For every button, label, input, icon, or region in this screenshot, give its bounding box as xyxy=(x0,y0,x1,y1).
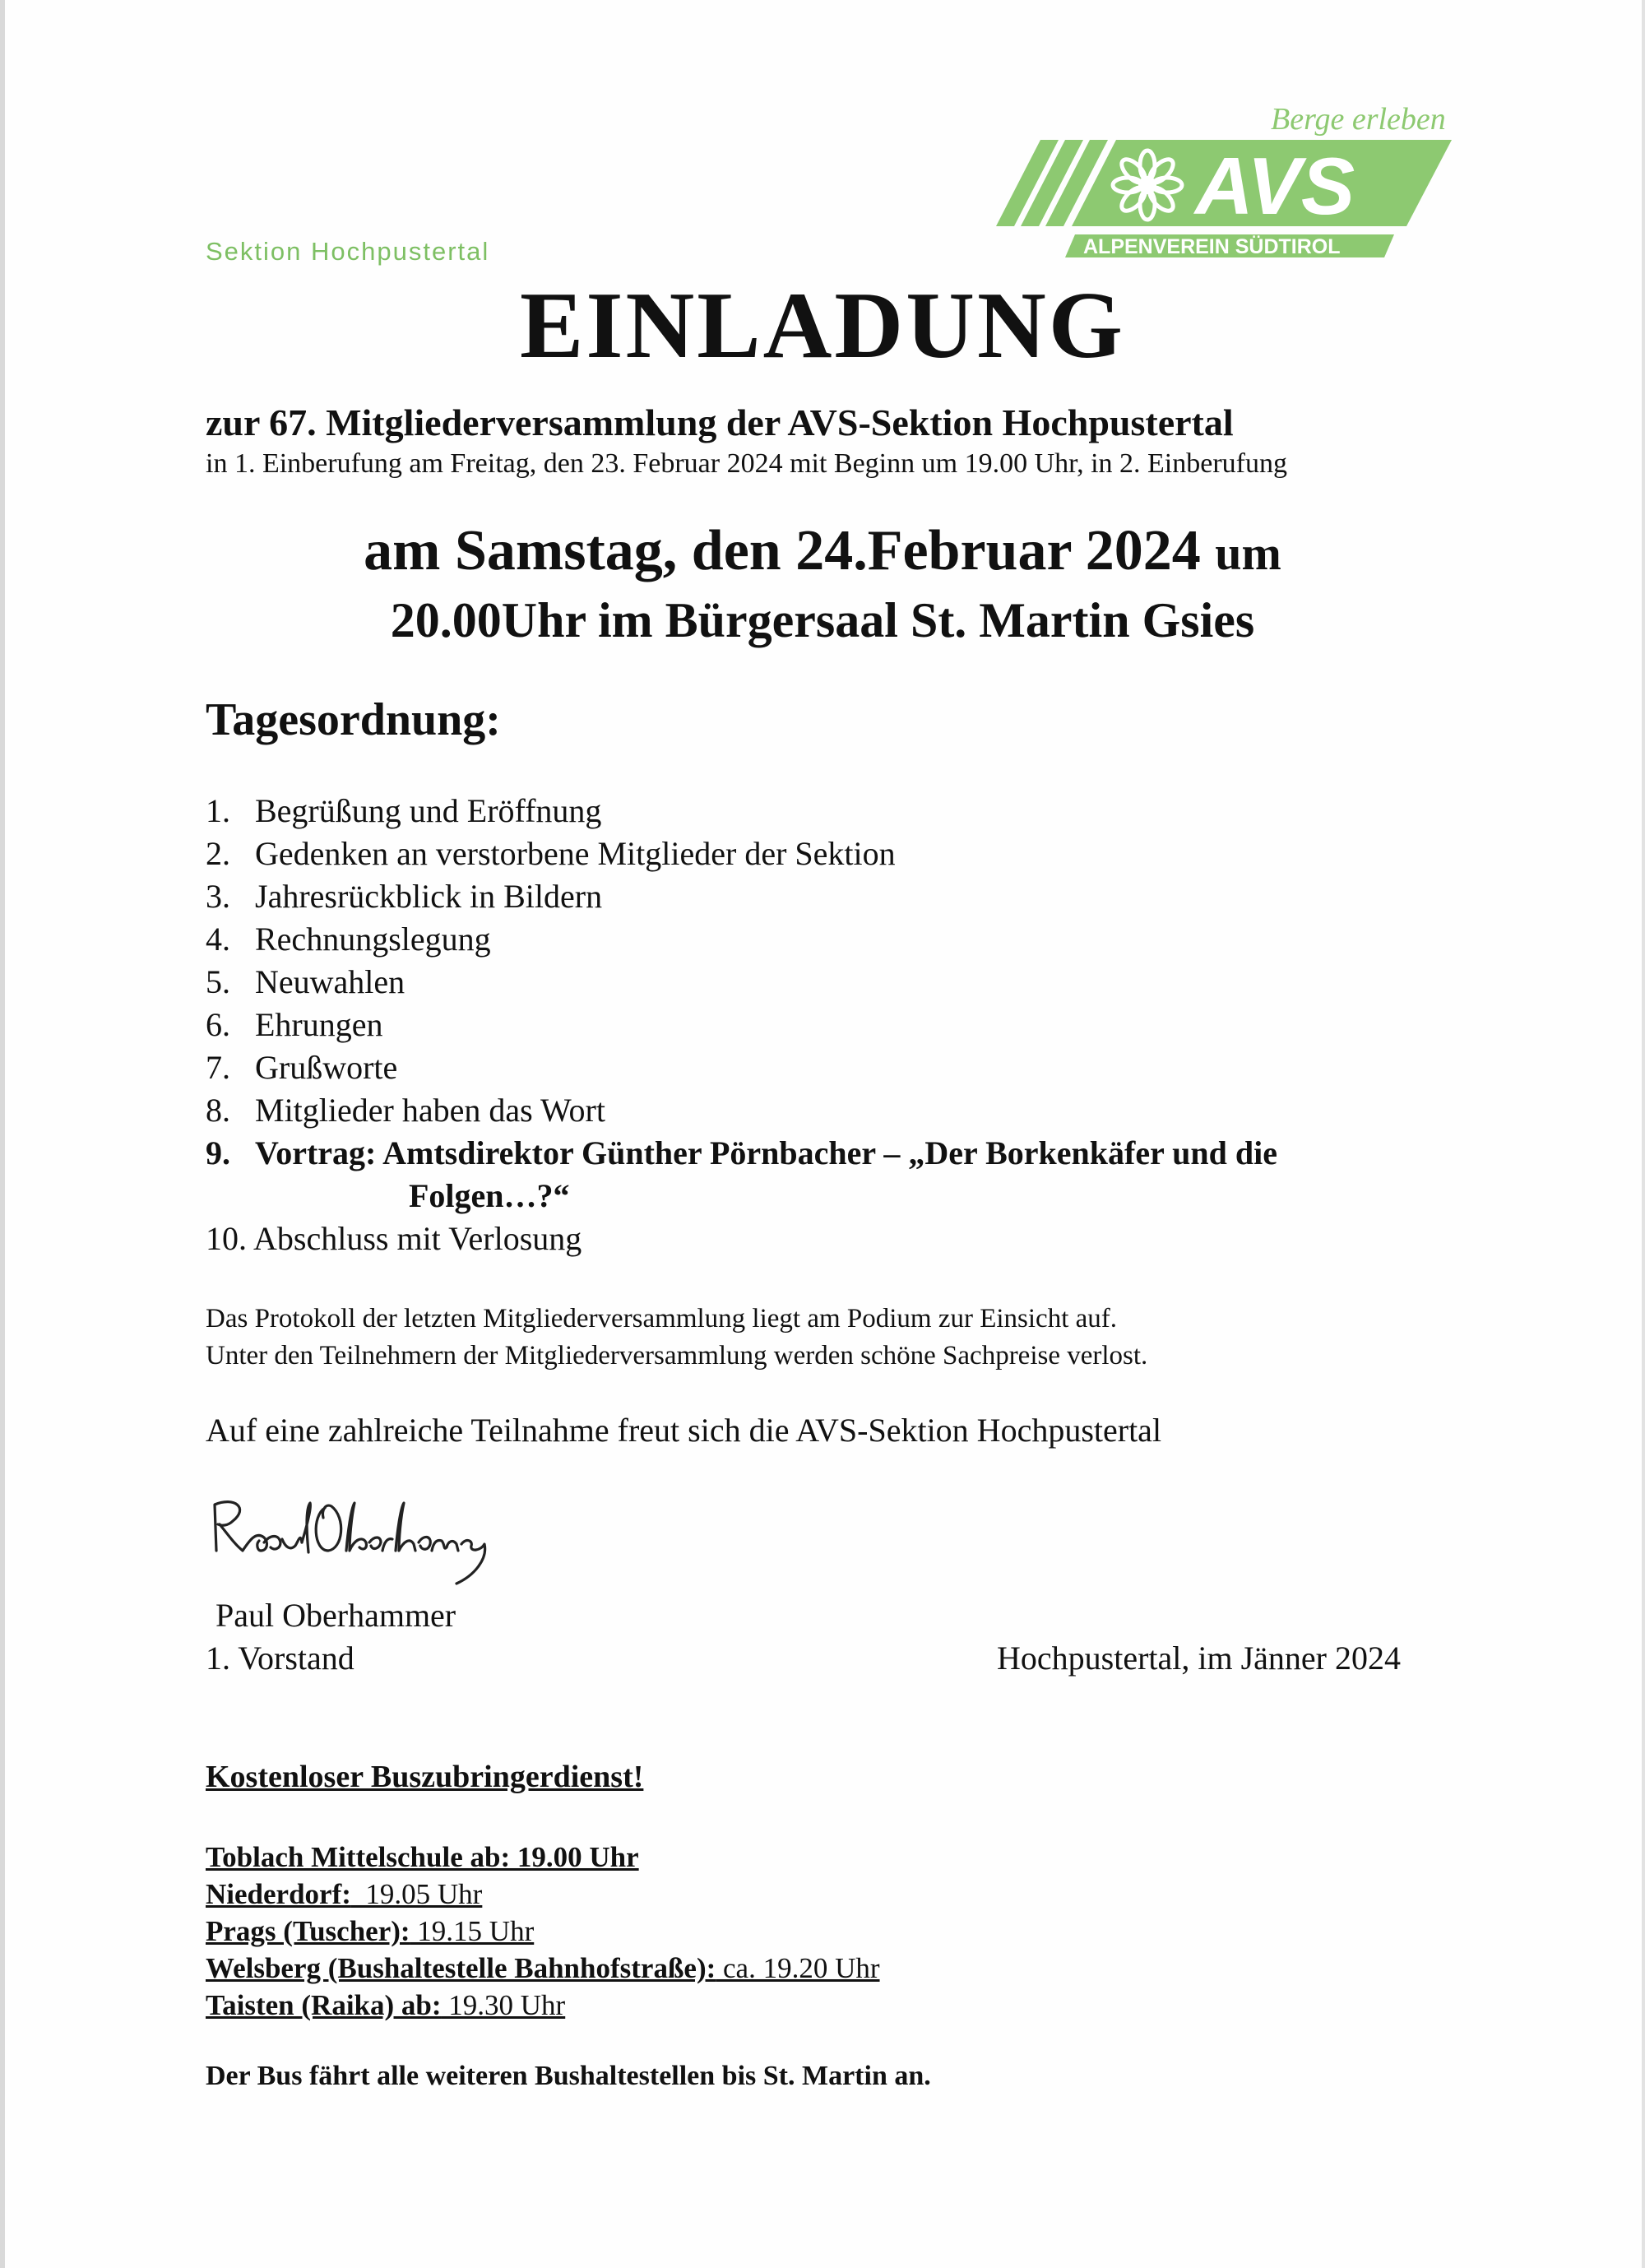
closing-text: Auf eine zahlreiche Teilnahme freut sich die AVS-Sektion Hochpustertal xyxy=(206,1412,1162,1449)
place-date: Hochpustertal, im Jänner 2024 xyxy=(997,1640,1401,1677)
protocol-note: Das Protokoll der letzten Mitgliederversammlung liegt am Podium zur Einsicht auf. xyxy=(206,1304,1118,1333)
subtitle: zur 67. Mitgliederversammlung der AVS-Sektion Hochpustertal xyxy=(206,401,1234,443)
bus-stop-taisten: Taisten (Raika) ab: 19.30 Uhr xyxy=(206,1989,566,2021)
bus-stop-prags: Prags (Tuscher): 19.15 Uhr xyxy=(206,1915,535,1947)
agenda-list xyxy=(206,790,1277,1260)
agenda-heading: Tagesordnung: xyxy=(206,694,501,745)
page-title: EINLADUNG xyxy=(520,273,1125,378)
meeting-date xyxy=(0,518,1645,584)
signer-name: Paul Oberhammer xyxy=(215,1597,456,1634)
bus-note: Der Bus fährt alle weiteren Bushaltestellen bis St. Martin an. xyxy=(206,2061,931,2091)
logo-org-name: ALPENVEREIN SÜDTIROL xyxy=(1083,235,1341,258)
agenda-item-2: 2. Gedenken an verstorbene Mitglieder der Sektion xyxy=(206,835,896,872)
bus-heading: Kostenloser Buszubringerdienst! xyxy=(206,1760,644,1794)
agenda-item-9-continuation: Folgen…?“ xyxy=(409,1177,570,1214)
agenda-item-6: 6. Ehrungen xyxy=(206,1006,383,1043)
agenda-item-8: 8. Mitglieder haben das Wort xyxy=(206,1092,605,1129)
bus-stops-list xyxy=(206,1839,880,2024)
agenda-item-4: 4. Rechnungslegung xyxy=(206,921,491,958)
agenda-item-5: 5. Neuwahlen xyxy=(206,963,405,1000)
agenda-item-1: 1. Begrüßung und Eröffnung xyxy=(206,792,602,829)
bus-stop-welsberg: Welsberg (Bushaltestelle Bahnhofstraße): ca. 19.20 Uhr xyxy=(206,1952,880,1984)
agenda-item-7: 7. Grußworte xyxy=(206,1049,398,1086)
meeting-date-suffix: um xyxy=(1215,526,1281,580)
agenda-item-9: 9. Vortrag: Amtsdirektor Günther Pörnbacher – „Der Borkenkäfer und die xyxy=(206,1134,1277,1171)
prizes-note: Unter den Teilnehmern der Mitgliederversammlung werden schöne Sachpreise verlost. xyxy=(206,1341,1148,1371)
meeting-date-main: am Samstag, den 24.Februar 2024 xyxy=(364,519,1201,582)
agenda-item-10: 10. Abschluss mit Verlosung xyxy=(206,1220,582,1257)
signer-role: 1. Vorstand xyxy=(206,1640,354,1677)
agenda-item-3: 3. Jahresrückblick in Bildern xyxy=(206,878,603,915)
section-name: Sektion Hochpustertal xyxy=(206,237,490,266)
avs-logo xyxy=(991,103,1497,271)
meeting-place: 20.00Uhr im Bürgersaal St. Martin Gsies xyxy=(390,593,1255,647)
bus-stop-niederdorf: Niederdorf: 19.05 Uhr xyxy=(206,1878,483,1910)
first-call-line: in 1. Einberufung am Freitag, den 23. Februar 2024 mit Beginn um 19.00 Uhr, in 2. Einberufung xyxy=(206,448,1287,479)
bus-stop-toblach: Toblach Mittelschule ab: 19.00 Uhr xyxy=(206,1841,639,1873)
logo-acronym: AVS xyxy=(1195,141,1355,231)
signature-image xyxy=(210,1493,502,1588)
logo-slogan: Berge erleben xyxy=(1271,103,1446,137)
